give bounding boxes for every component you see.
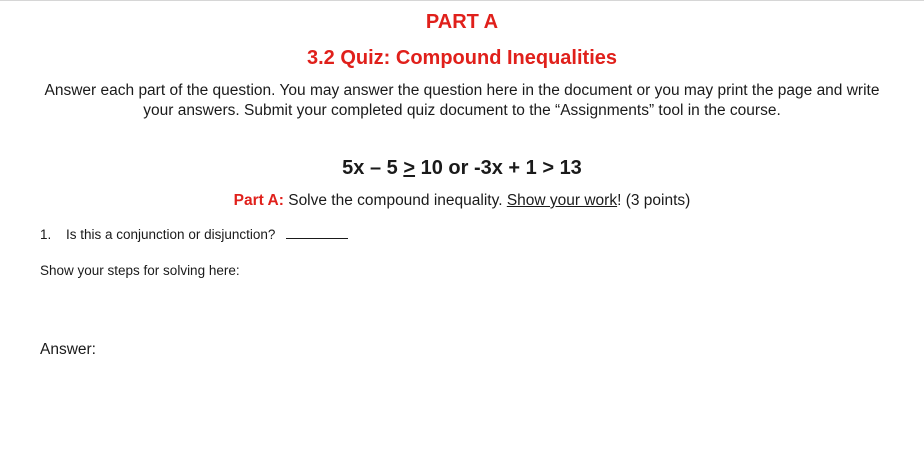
top-border	[0, 0, 924, 1]
steps-prompt: Show your steps for solving here:	[40, 263, 240, 278]
part-a-label: Part A:	[233, 192, 284, 209]
question-number: 1.	[40, 227, 52, 242]
compound-inequality	[0, 157, 924, 180]
part-a-text: Solve the compound inequality.	[283, 192, 507, 209]
quiz-title: 3.2 Quiz: Compound Inequalities	[306, 47, 618, 69]
answer-blank-line[interactable]	[286, 226, 348, 239]
inequality-right: 10 or -3x + 1 > 13	[415, 157, 582, 179]
instructions-line-1: Answer each part of the question. You may answer the question here in the document or you may print the page and write	[44, 82, 880, 99]
show-work-text: Show your work	[506, 192, 618, 209]
part-a-points: ! (3 points)	[617, 192, 691, 209]
instructions	[20, 81, 904, 121]
question-1	[40, 226, 348, 242]
inequality-left: 5x – 5	[342, 157, 404, 179]
instructions-line-2: your answers. Submit your completed quiz document to the “Assignments” tool in the course.	[143, 102, 781, 119]
part-heading: PART A	[425, 11, 499, 33]
greater-equal-symbol: >	[403, 157, 416, 179]
answer-label: Answer:	[40, 341, 96, 358]
part-a-instruction	[0, 192, 924, 210]
question-text: Is this a conjunction or disjunction?	[66, 227, 276, 242]
